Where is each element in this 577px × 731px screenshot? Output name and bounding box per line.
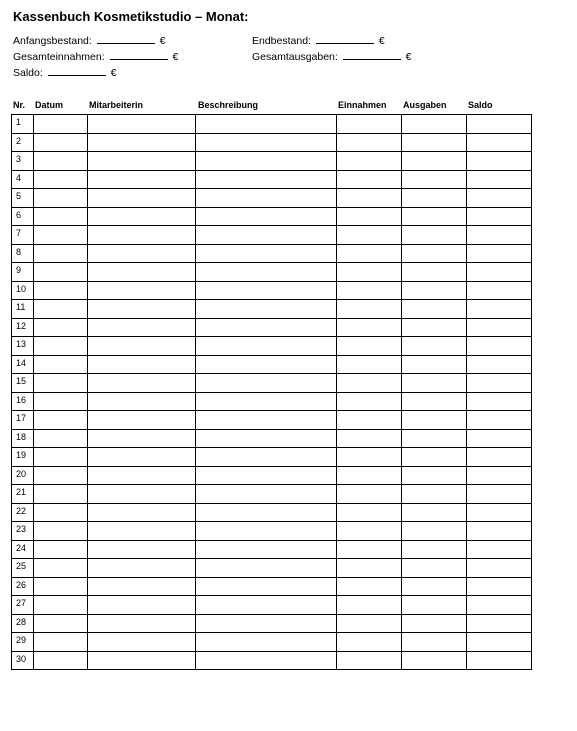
einnahmen-cell[interactable] [337,133,402,152]
ausgaben-cell[interactable] [402,170,467,189]
datum-cell[interactable] [34,596,88,615]
table-row [12,540,532,559]
saldo-cell[interactable] [467,392,532,411]
table-row [12,244,532,263]
saldo-cell[interactable] [467,281,532,300]
table-row [12,614,532,633]
table-row [12,448,532,467]
saldo-cell[interactable] [467,152,532,171]
mitarbeiterin-cell[interactable] [88,411,196,430]
beschreibung-cell[interactable] [196,170,337,189]
saldo-cell[interactable] [467,189,532,208]
ausgaben-cell[interactable] [402,207,467,226]
ausgaben-cell[interactable] [402,466,467,485]
ausgaben-cell[interactable] [402,429,467,448]
datum-cell[interactable] [34,337,88,356]
mitarbeiterin-cell[interactable] [88,170,196,189]
einnahmen-cell[interactable] [337,392,402,411]
saldo-label: Saldo: [13,67,43,79]
gesamtausgaben-currency: € [405,51,412,63]
gesamteinnahmen-currency: € [172,51,179,63]
datum-cell[interactable] [34,115,88,134]
ausgaben-cell[interactable] [402,281,467,300]
datum-cell[interactable] [34,152,88,171]
ausgaben-cell[interactable] [402,485,467,504]
saldo-cell[interactable] [467,337,532,356]
einnahmen-cell[interactable] [337,226,402,245]
datum-cell[interactable] [34,485,88,504]
beschreibung-cell[interactable] [196,244,337,263]
mitarbeiterin-cell[interactable] [88,448,196,467]
row-number: 4 [12,170,34,189]
ledger-body [12,115,532,670]
row-number: 27 [12,596,34,615]
table-row [12,318,532,337]
saldo-cell[interactable] [467,503,532,522]
mitarbeiterin-cell[interactable] [88,374,196,393]
table-row [12,355,532,374]
endbestand-field [252,34,385,48]
row-number: 25 [12,559,34,578]
datum-cell[interactable] [34,651,88,670]
table-row [12,522,532,541]
datum-cell[interactable] [34,133,88,152]
ausgaben-cell[interactable] [402,596,467,615]
mitarbeiterin-cell[interactable] [88,559,196,578]
ausgaben-cell[interactable] [402,133,467,152]
anfangsbestand-currency: € [159,35,166,47]
beschreibung-cell[interactable] [196,485,337,504]
saldo-cell[interactable] [467,596,532,615]
saldo-cell[interactable] [467,522,532,541]
ausgaben-cell[interactable] [402,411,467,430]
mitarbeiterin-cell[interactable] [88,392,196,411]
saldo-cell[interactable] [467,466,532,485]
einnahmen-cell[interactable] [337,614,402,633]
ausgaben-cell[interactable] [402,522,467,541]
einnahmen-cell[interactable] [337,485,402,504]
beschreibung-cell[interactable] [196,577,337,596]
table-row [12,466,532,485]
saldo-cell[interactable] [467,170,532,189]
beschreibung-cell[interactable] [196,614,337,633]
column-header-ausgaben: Ausgaben [403,100,447,110]
einnahmen-cell[interactable] [337,411,402,430]
ausgaben-cell[interactable] [402,503,467,522]
datum-cell[interactable] [34,429,88,448]
saldo-cell[interactable] [467,226,532,245]
saldo-cell[interactable] [467,374,532,393]
endbestand-label: Endbestand: [252,35,311,47]
saldo-cell[interactable] [467,614,532,633]
table-row [12,207,532,226]
row-number: 20 [12,466,34,485]
column-header-einnahmen: Einnahmen [338,100,387,110]
ausgaben-cell[interactable] [402,263,467,282]
beschreibung-cell[interactable] [196,337,337,356]
einnahmen-cell[interactable] [337,244,402,263]
einnahmen-cell[interactable] [337,300,402,319]
table-row [12,559,532,578]
datum-cell[interactable] [34,503,88,522]
datum-cell[interactable] [34,207,88,226]
gesamteinnahmen-label: Gesamteinnahmen: [13,51,105,63]
table-row [12,411,532,430]
mitarbeiterin-cell[interactable] [88,263,196,282]
beschreibung-cell[interactable] [196,355,337,374]
ausgaben-cell[interactable] [402,337,467,356]
row-number: 1 [12,115,34,134]
gesamtausgaben-field [252,50,412,64]
ausgaben-cell[interactable] [402,540,467,559]
ausgaben-cell[interactable] [402,189,467,208]
einnahmen-cell[interactable] [337,189,402,208]
saldo-cell[interactable] [467,448,532,467]
beschreibung-cell[interactable] [196,522,337,541]
einnahmen-cell[interactable] [337,318,402,337]
row-number: 21 [12,485,34,504]
datum-cell[interactable] [34,244,88,263]
mitarbeiterin-cell[interactable] [88,466,196,485]
row-number: 16 [12,392,34,411]
einnahmen-cell[interactable] [337,577,402,596]
mitarbeiterin-cell[interactable] [88,485,196,504]
ausgaben-cell[interactable] [402,392,467,411]
saldo-cell[interactable] [467,577,532,596]
einnahmen-cell[interactable] [337,448,402,467]
table-row [12,596,532,615]
ausgaben-cell[interactable] [402,577,467,596]
beschreibung-cell[interactable] [196,281,337,300]
einnahmen-cell[interactable] [337,281,402,300]
mitarbeiterin-cell[interactable] [88,152,196,171]
mitarbeiterin-cell[interactable] [88,337,196,356]
einnahmen-cell[interactable] [337,374,402,393]
datum-cell[interactable] [34,540,88,559]
column-header-saldo: Saldo [468,100,493,110]
table-row [12,170,532,189]
einnahmen-cell[interactable] [337,115,402,134]
row-number: 13 [12,337,34,356]
table-row [12,281,532,300]
datum-cell[interactable] [34,170,88,189]
mitarbeiterin-cell[interactable] [88,115,196,134]
einnahmen-cell[interactable] [337,596,402,615]
saldo-field [13,66,116,80]
ausgaben-cell[interactable] [402,300,467,319]
row-number: 14 [12,355,34,374]
einnahmen-cell[interactable] [337,355,402,374]
einnahmen-cell[interactable] [337,633,402,652]
table-row [12,485,532,504]
beschreibung-cell[interactable] [196,152,337,171]
beschreibung-cell[interactable] [196,540,337,559]
einnahmen-cell[interactable] [337,207,402,226]
einnahmen-cell[interactable] [337,337,402,356]
beschreibung-cell[interactable] [196,633,337,652]
anfangsbestand-label: Anfangsbestand: [13,35,92,47]
column-header-mitarbeiterin: Mitarbeiterin [89,100,144,110]
table-row [12,300,532,319]
row-number: 30 [12,651,34,670]
saldo-currency: € [110,67,117,79]
row-number: 29 [12,633,34,652]
datum-cell[interactable] [34,522,88,541]
datum-cell[interactable] [34,466,88,485]
saldo-cell[interactable] [467,263,532,282]
row-number: 17 [12,411,34,430]
beschreibung-cell[interactable] [196,503,337,522]
saldo-cell[interactable] [467,318,532,337]
ausgaben-cell[interactable] [402,614,467,633]
mitarbeiterin-cell[interactable] [88,503,196,522]
mitarbeiterin-cell[interactable] [88,355,196,374]
table-row [12,337,532,356]
anfangsbestand-field [13,34,166,48]
ausgaben-cell[interactable] [402,448,467,467]
einnahmen-cell[interactable] [337,540,402,559]
row-number: 28 [12,614,34,633]
saldo-cell[interactable] [467,540,532,559]
ausgaben-cell[interactable] [402,244,467,263]
beschreibung-cell[interactable] [196,374,337,393]
saldo-blank[interactable] [48,66,106,76]
endbestand-currency: € [378,35,385,47]
mitarbeiterin-cell[interactable] [88,226,196,245]
datum-cell[interactable] [34,411,88,430]
column-header-nr: Nr. [13,100,26,110]
row-number: 26 [12,577,34,596]
saldo-cell[interactable] [467,355,532,374]
ausgaben-cell[interactable] [402,374,467,393]
table-row [12,226,532,245]
beschreibung-cell[interactable] [196,429,337,448]
beschreibung-cell[interactable] [196,466,337,485]
einnahmen-cell[interactable] [337,559,402,578]
datum-cell[interactable] [34,281,88,300]
table-row [12,189,532,208]
datum-cell[interactable] [34,318,88,337]
saldo-cell[interactable] [467,633,532,652]
row-number: 11 [12,300,34,319]
beschreibung-cell[interactable] [196,596,337,615]
beschreibung-cell[interactable] [196,226,337,245]
table-row [12,651,532,670]
saldo-cell[interactable] [467,651,532,670]
mitarbeiterin-cell[interactable] [88,522,196,541]
table-row [12,633,532,652]
gesamtausgaben-blank[interactable] [343,50,401,60]
saldo-cell[interactable] [467,244,532,263]
ausgaben-cell[interactable] [402,651,467,670]
row-number: 5 [12,189,34,208]
ledger-table [11,114,532,670]
datum-cell[interactable] [34,614,88,633]
beschreibung-cell[interactable] [196,115,337,134]
datum-cell[interactable] [34,355,88,374]
beschreibung-cell[interactable] [196,559,337,578]
einnahmen-cell[interactable] [337,263,402,282]
table-row [12,392,532,411]
column-header-datum: Datum [35,100,64,110]
saldo-cell[interactable] [467,115,532,134]
gesamtausgaben-label: Gesamtausgaben: [252,51,338,63]
row-number: 7 [12,226,34,245]
row-number: 18 [12,429,34,448]
einnahmen-cell[interactable] [337,466,402,485]
table-row [12,133,532,152]
datum-cell[interactable] [34,448,88,467]
row-number: 9 [12,263,34,282]
endbestand-blank[interactable] [316,34,374,44]
mitarbeiterin-cell[interactable] [88,633,196,652]
row-number: 2 [12,133,34,152]
einnahmen-cell[interactable] [337,152,402,171]
mitarbeiterin-cell[interactable] [88,318,196,337]
mitarbeiterin-cell[interactable] [88,429,196,448]
mitarbeiterin-cell[interactable] [88,189,196,208]
table-row [12,577,532,596]
table-row [12,374,532,393]
beschreibung-cell[interactable] [196,651,337,670]
column-header-beschreibung: Beschreibung [198,100,259,110]
einnahmen-cell[interactable] [337,503,402,522]
mitarbeiterin-cell[interactable] [88,614,196,633]
table-row [12,429,532,448]
datum-cell[interactable] [34,226,88,245]
einnahmen-cell[interactable] [337,170,402,189]
row-number: 24 [12,540,34,559]
ausgaben-cell[interactable] [402,152,467,171]
datum-cell[interactable] [34,392,88,411]
mitarbeiterin-cell[interactable] [88,244,196,263]
row-number: 12 [12,318,34,337]
table-row [12,115,532,134]
beschreibung-cell[interactable] [196,448,337,467]
mitarbeiterin-cell[interactable] [88,577,196,596]
einnahmen-cell[interactable] [337,429,402,448]
row-number: 15 [12,374,34,393]
mitarbeiterin-cell[interactable] [88,281,196,300]
beschreibung-cell[interactable] [196,300,337,319]
ausgaben-cell[interactable] [402,226,467,245]
saldo-cell[interactable] [467,559,532,578]
beschreibung-cell[interactable] [196,263,337,282]
einnahmen-cell[interactable] [337,522,402,541]
row-number: 23 [12,522,34,541]
einnahmen-cell[interactable] [337,651,402,670]
ausgaben-cell[interactable] [402,559,467,578]
table-row [12,263,532,282]
beschreibung-cell[interactable] [196,392,337,411]
table-row [12,152,532,171]
datum-cell[interactable] [34,633,88,652]
mitarbeiterin-cell[interactable] [88,651,196,670]
ausgaben-cell[interactable] [402,633,467,652]
beschreibung-cell[interactable] [196,318,337,337]
saldo-cell[interactable] [467,207,532,226]
table-row [12,503,532,522]
saldo-cell[interactable] [467,411,532,430]
beschreibung-cell[interactable] [196,411,337,430]
saldo-cell[interactable] [467,429,532,448]
datum-cell[interactable] [34,374,88,393]
datum-cell[interactable] [34,559,88,578]
ausgaben-cell[interactable] [402,115,467,134]
gesamteinnahmen-field [13,50,178,64]
row-number: 6 [12,207,34,226]
mitarbeiterin-cell[interactable] [88,540,196,559]
datum-cell[interactable] [34,263,88,282]
row-number: 3 [12,152,34,171]
datum-cell[interactable] [34,300,88,319]
saldo-cell[interactable] [467,300,532,319]
gesamteinnahmen-blank[interactable] [110,50,168,60]
beschreibung-cell[interactable] [196,207,337,226]
mitarbeiterin-cell[interactable] [88,133,196,152]
beschreibung-cell[interactable] [196,133,337,152]
mitarbeiterin-cell[interactable] [88,596,196,615]
datum-cell[interactable] [34,577,88,596]
page-title: Kassenbuch Kosmetikstudio – Monat: [13,9,249,24]
datum-cell[interactable] [34,189,88,208]
row-number: 19 [12,448,34,467]
ausgaben-cell[interactable] [402,318,467,337]
row-number: 10 [12,281,34,300]
mitarbeiterin-cell[interactable] [88,207,196,226]
row-number: 8 [12,244,34,263]
ausgaben-cell[interactable] [402,355,467,374]
saldo-cell[interactable] [467,133,532,152]
anfangsbestand-blank[interactable] [97,34,155,44]
mitarbeiterin-cell[interactable] [88,300,196,319]
row-number: 22 [12,503,34,522]
beschreibung-cell[interactable] [196,189,337,208]
saldo-cell[interactable] [467,485,532,504]
